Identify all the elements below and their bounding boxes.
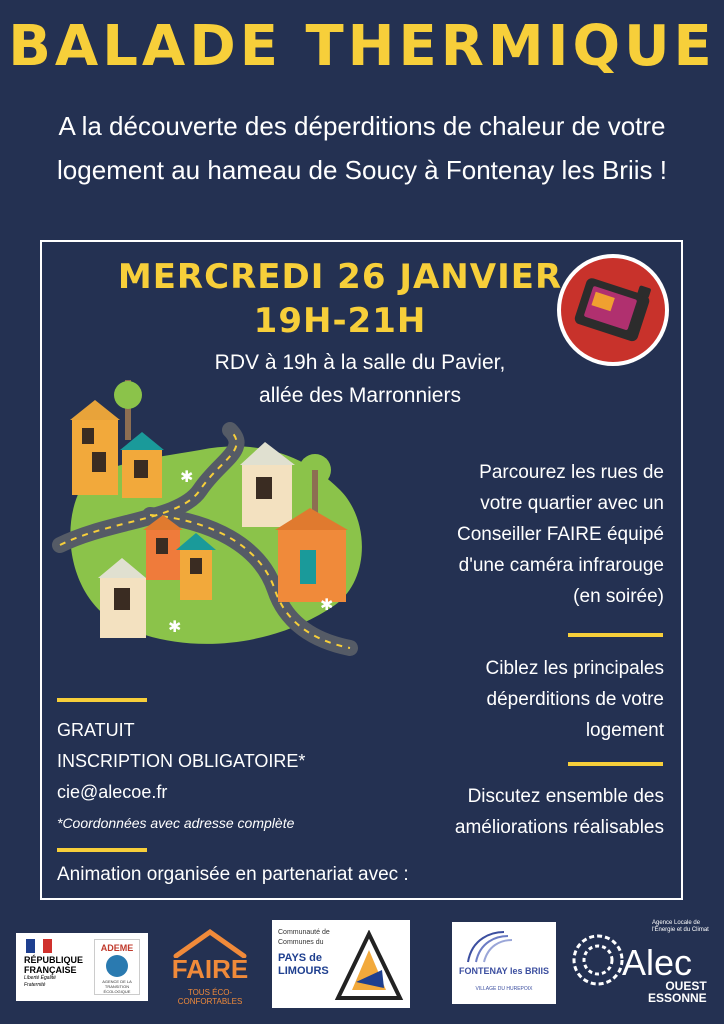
point-line: Ciblez les principales <box>485 658 664 679</box>
separator-bar <box>57 698 147 702</box>
free-label: GRATUIT <box>57 720 135 740</box>
republique-ademe-logo <box>16 933 148 1001</box>
info-block <box>57 715 305 839</box>
ccpl-logo <box>272 920 410 1008</box>
alec-logo <box>570 920 710 1006</box>
registration-label: INSCRIPTION OBLIGATOIRE* <box>57 751 306 771</box>
separator-bar <box>57 848 147 852</box>
point-discuss <box>334 781 664 843</box>
alec-line1: OUEST <box>665 979 707 993</box>
svg-text:✱: ✱ <box>180 467 194 486</box>
faire-name: FAIRE <box>171 954 249 984</box>
village-illustration <box>50 370 370 660</box>
separator-bar <box>568 762 663 766</box>
globe-icon <box>106 955 128 977</box>
point-line: Discutez ensemble des <box>467 786 664 807</box>
event-date-block <box>80 255 600 343</box>
alec-emblem-icon <box>570 930 626 990</box>
point-line: votre quartier avec un <box>480 493 664 514</box>
svg-text:✱: ✱ <box>320 595 334 614</box>
ccpl-line2: Communes du <box>278 939 324 946</box>
rdv-line-2: allée des Marronniers <box>259 384 461 407</box>
point-line: améliorations réalisables <box>454 817 664 838</box>
ccpl-line1: Communauté de <box>278 929 330 936</box>
poster-subtitle: A la découverte des déperditions de chaleur de votre logement au hameau de Soucy à Fontenay les Briis ! <box>57 111 667 185</box>
republique-line2: FRANÇAISE <box>24 965 77 975</box>
fontenay-tagline: VILLAGE DU HUREPOIX <box>475 986 533 992</box>
svg-text:✱: ✱ <box>168 617 182 636</box>
flag-icon <box>26 939 52 953</box>
partners-intro: Animation organisée en partenariat avec : <box>57 864 409 885</box>
point-walk <box>334 457 664 612</box>
point-line: (en soirée) <box>573 586 664 607</box>
alec-name: Alec <box>622 942 693 983</box>
republique-motto: Liberté Égalité Fraternité <box>24 975 56 988</box>
ccpl-line3: PAYS de <box>278 952 323 964</box>
event-time: 19H-21H <box>253 301 427 341</box>
ccpl-emblem-icon <box>334 930 404 1002</box>
contact-email[interactable]: cie@alecoe.fr <box>57 782 168 802</box>
alec-line2: ESSONNE <box>648 991 707 1005</box>
republique-line1: RÉPUBLIQUE <box>24 955 84 965</box>
poster-title: BALADE THERMIQUE <box>8 14 716 79</box>
point-line: Conseiller FAIRE équipé <box>457 524 664 545</box>
separator-bar <box>568 633 663 637</box>
rdv-line-1: RDV à 19h à la salle du Pavier, <box>214 351 506 374</box>
alec-agency: Agence Locale de l'Énergie et du Climat <box>652 920 709 933</box>
faire-logo <box>160 928 260 1006</box>
ademe-logo <box>94 939 140 995</box>
thermal-camera-icon <box>557 254 669 366</box>
ccpl-line4: LIMOURS <box>278 965 329 977</box>
point-line: Parcourez les rues de <box>479 462 664 483</box>
registration-note: *Coordonnées avec adresse complète <box>57 815 295 831</box>
point-line: d'une caméra infrarouge <box>458 555 664 576</box>
faire-tagline: TOUS ÉCO-CONFORTABLES <box>177 988 243 1006</box>
fountain-icon <box>462 928 546 964</box>
ademe-name: ADEME <box>100 943 134 953</box>
point-target <box>334 653 664 746</box>
event-date: MERCREDI 26 JANVIER <box>117 257 563 297</box>
fontenay-name: FONTENAY les BRIIS <box>458 966 550 976</box>
point-line: logement <box>585 720 664 741</box>
fontenay-logo <box>452 922 556 1004</box>
ademe-tagline: AGENCE DE LA TRANSITION ÉCOLOGIQUE <box>102 979 132 994</box>
point-line: déperditions de votre <box>486 689 664 710</box>
